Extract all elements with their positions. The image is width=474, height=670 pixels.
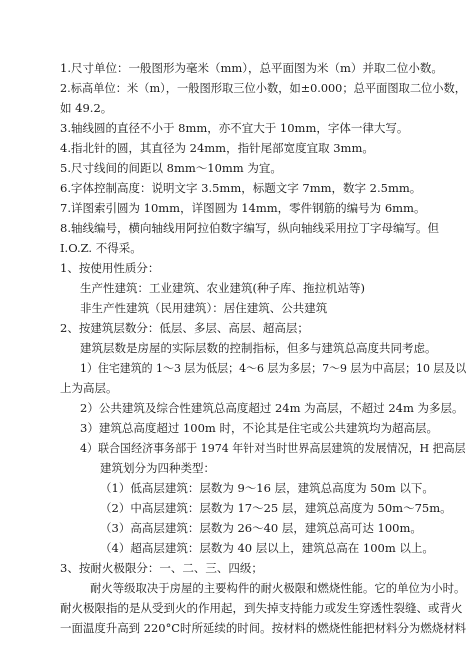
text-line-27: 耐火等级取决于房屋的主要构件的耐火极限和燃烧性能。它的单位为小时。	[90, 581, 466, 595]
text-line-13: 非生产性建筑（民用建筑）：居住建筑、公共建筑	[80, 301, 328, 315]
text-line-26: 3、按耐火极限分：一、二、三、四级；	[60, 561, 263, 575]
text-line-6: 5.尺寸线间的间距以 8mm～10mm 为宜。	[60, 161, 282, 175]
text-line-11: 1、按使用性质分：	[60, 261, 160, 275]
text-line-10: I.O.Z. 不得采。	[60, 241, 142, 255]
text-line-8: 7.详图索引圆为 10mm，详图圆为 14mm，零件钢筋的编号为 6mm。	[60, 201, 426, 215]
text-line-15: 建筑层数是房屋的实际层数的控制指标，但多与建筑总高度共同考虑。	[80, 341, 437, 355]
text-line-12: 生产性建筑：工业建筑、农业建筑(种子库、拖拉机站等)	[80, 281, 365, 295]
text-line-5: 4.指北针的圆，其直径为 24mm，指针尾部宽度宜取 3mm。	[60, 141, 374, 155]
text-line-14: 2、按建筑层数分：低层、多层、高层、超高层；	[60, 321, 309, 335]
text-line-20: 4）联合国经济事务部于 1974 年针对当时世界高层建筑的发展情况，H 把高层	[80, 441, 466, 455]
text-line-1: 1.尺寸单位：一般图形为毫米（mm），总平面图为米（m）并取二位小数。	[60, 61, 443, 75]
text-line-24: （3）高高层建筑：层数为 26～40 层，建筑总高可达 100m。	[100, 521, 422, 535]
text-line-2: 2.标高单位：米（m），一般图形取三位小数，如±0.000；总平面图取二位小数，	[60, 81, 467, 95]
text-line-29: 一面温度升高到 220°C时所延续的时间。按材料的燃烧性能把材料分为燃烧材料	[60, 621, 467, 635]
text-line-18: 2）公共建筑及综合性建筑总高度超过 24m 为高层，不超过 24m 为多层。	[80, 401, 464, 415]
text-line-25: （4）超高层建筑：层数为 40 层以上，建筑总高在 100m 以上。	[100, 541, 434, 555]
text-line-4: 3.轴线圆的直径不小于 8mm，亦不宜大于 10mm，字体一律大写。	[60, 121, 409, 135]
text-line-23: （2）中高层建筑：层数为 17～25 层，建筑总高度为 50m～75m。	[100, 501, 452, 515]
text-line-16: 1）住宅建筑的 1～3 层为低层；4～6 层为多层；7～9 层为中高层；10 层及以	[80, 361, 467, 375]
text-line-7: 6.字体控制高度：说明文字 3.5mm，标题文字 7mm，数字 2.5mm。	[60, 181, 422, 195]
text-line-22: （1）低高层建筑：层数为 9～16 层，建筑总高度为 50m 以下。	[100, 481, 434, 495]
text-line-21: 建筑划分为四种类型：	[100, 461, 215, 475]
text-line-28: 耐火极限指的是从受到火的作用起，到失掉支持能力或发生穿透性裂缝、或背火	[60, 601, 463, 615]
text-line-3: 如 49.2。	[60, 101, 113, 115]
text-line-17: 上为高层。	[60, 381, 118, 395]
text-line-19: 3）建筑总高度超过 100m 时，不论其是住宅或公共建筑均为超高层。	[80, 421, 438, 435]
text-line-9: 8.轴线编号，横向轴线用阿拉伯数字编写，纵向轴线采用拉丁字母编写。但	[60, 221, 439, 235]
